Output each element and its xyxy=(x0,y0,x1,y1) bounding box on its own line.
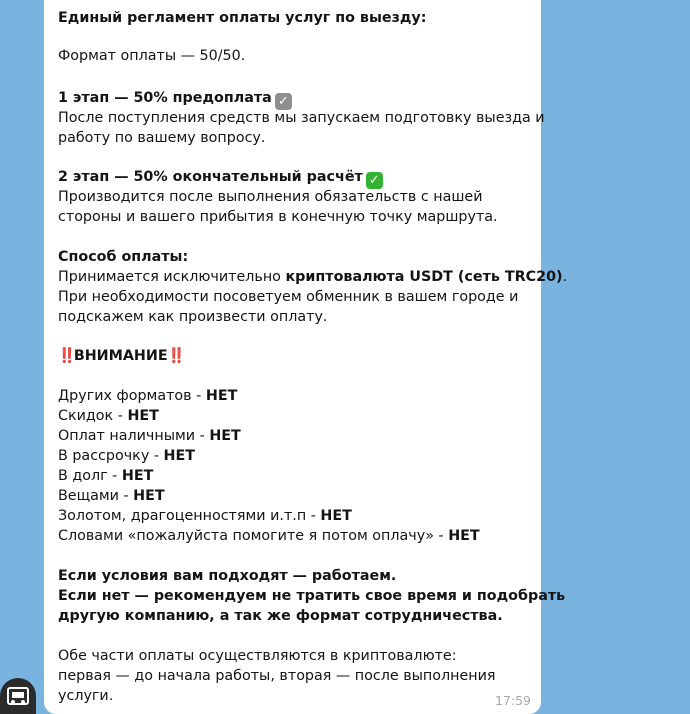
list-item-value: НЕТ xyxy=(209,428,241,444)
double-exclamation-icon: ‼️ xyxy=(58,348,74,364)
double-exclamation-icon: ‼️ xyxy=(167,348,184,364)
message-bubble xyxy=(44,0,568,714)
check-box-gray-icon: ✓ xyxy=(275,93,292,110)
conditions-1: Если условия вам подходят — работаем. xyxy=(58,568,397,584)
list-item xyxy=(58,446,195,466)
payment-text-3: подскажем как произвести оплату. xyxy=(58,309,328,325)
list-item xyxy=(58,426,241,446)
stage1-text-2: работу по вашему вопросу. xyxy=(58,130,266,146)
list-item-label: Вещами - xyxy=(58,488,134,504)
list-item-value: НЕТ xyxy=(133,488,165,504)
list-item-value: НЕТ xyxy=(121,468,154,484)
list-item-label: Скидок - xyxy=(58,408,128,424)
sender-avatar[interactable] xyxy=(0,678,36,714)
list-item-value: НЕТ xyxy=(205,388,238,404)
list-item-label: Других форматов - xyxy=(58,388,206,404)
attention-heading xyxy=(58,346,183,366)
list-item xyxy=(58,386,237,406)
list-item xyxy=(58,486,165,506)
list-item-value: НЕТ xyxy=(163,448,196,464)
list-item xyxy=(58,466,153,486)
stage1-heading xyxy=(58,88,292,110)
stage1-title: 1 этап — 50% предоплата xyxy=(58,90,272,106)
check-box-green-icon: ✓ xyxy=(366,172,383,189)
payment-text-2: При необходимости посоветуем обменник в вашем городе и xyxy=(58,289,519,305)
stage2-heading xyxy=(58,167,383,189)
list-item-label: В долг - xyxy=(58,468,122,484)
list-item xyxy=(58,526,480,546)
list-item-value: НЕТ xyxy=(448,528,480,544)
list-item-label: Словами «пожалуйста помогите я потом оплачу» - xyxy=(58,528,449,544)
payment-crypto: криптовалюта USDT (сеть TRC20) xyxy=(285,269,563,285)
payment-method-title: Способ оплаты: xyxy=(58,249,189,265)
stage2-text-2: стороны и вашего прибытия в конечную точку маршрута. xyxy=(58,209,498,225)
message-timestamp: 17:59 xyxy=(494,693,531,708)
payment-text-1a: Принимается исключительно xyxy=(58,269,286,285)
message-title: Единый регламент оплаты услуг по выезду: xyxy=(58,10,427,26)
list-item-label: В рассрочку - xyxy=(58,448,164,464)
payment-text-1c: . xyxy=(562,269,568,285)
list-item xyxy=(58,406,159,426)
stage1-text-1: После поступления средств мы запускаем подготовку выезда и xyxy=(58,110,545,126)
stage2-text-1: Производится после выполнения обязательств с нашей xyxy=(58,189,483,205)
footer-2: первая — до начала работы, вторая — после выполнения xyxy=(58,668,496,684)
conditions-3: другую компанию, а так же формат сотрудничества. xyxy=(58,608,503,624)
car-logo-icon xyxy=(6,686,30,708)
attention-title: ВНИМАНИЕ xyxy=(73,348,168,364)
list-item-value: НЕТ xyxy=(127,408,159,424)
list-item xyxy=(58,506,352,526)
footer-3: услуги. xyxy=(58,688,114,704)
list-item-label: Оплат наличными - xyxy=(58,428,210,444)
conditions-2: Если нет — рекомендуем не тратить свое время и подобрать xyxy=(58,588,566,604)
payment-format: Формат оплаты — 50/50. xyxy=(58,48,246,64)
stage2-title: 2 этап — 50% окончательный расчёт xyxy=(58,169,363,185)
payment-text-1 xyxy=(58,267,567,287)
list-item-label: Золотом, драгоценностями и.т.п - xyxy=(58,508,321,524)
list-item-value: НЕТ xyxy=(320,508,352,524)
footer-1: Обе части оплаты осуществляются в криптовалюте: xyxy=(58,648,457,664)
